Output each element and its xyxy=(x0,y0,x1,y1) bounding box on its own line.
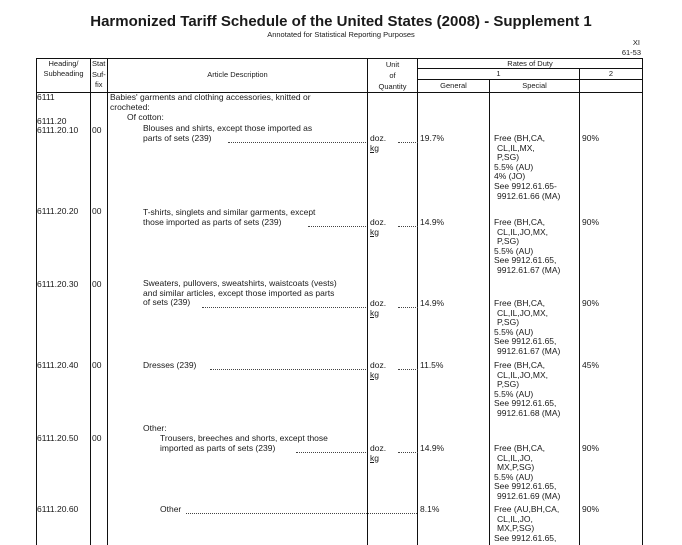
special-line: 9912.61.66 (MA) xyxy=(497,190,561,201)
special-line: P,SG) xyxy=(497,317,520,328)
heading-6111-20-40: 6111.20.40 xyxy=(37,360,79,370)
special-line: See 9912.61.65- xyxy=(494,180,557,191)
unit-line: doz. xyxy=(370,217,387,227)
column-2-rate: 90% xyxy=(582,443,600,453)
unit-of-quantity xyxy=(370,361,386,380)
leader-dots xyxy=(398,307,418,308)
header-stat-suffix xyxy=(91,59,108,91)
general-rate: 14.9% xyxy=(420,443,445,453)
heading-6111-20-60: 6111.20.60 xyxy=(37,504,79,514)
general-rate: 11.5% xyxy=(420,360,444,370)
description-other-group: Other: xyxy=(143,423,167,433)
heading-6111-20: 6111.20 xyxy=(37,116,67,126)
special-line: Free (BH,CA, xyxy=(494,443,546,453)
header-stat-line: Stat xyxy=(92,59,106,68)
header-column-1: 1 xyxy=(496,69,501,78)
description-6111-20-30 xyxy=(143,279,337,308)
heading-6111: 6111 xyxy=(37,92,55,102)
special-line: CL,IL,JO,MX, xyxy=(497,369,549,380)
special-line: CL,IL,JO,MX, xyxy=(497,307,549,318)
stat-suffix: 00 xyxy=(92,433,102,443)
header-stat-line: Suf- xyxy=(92,69,106,79)
col-border xyxy=(107,58,108,545)
unit-of-quantity xyxy=(370,299,386,318)
header-unit-of-quantity xyxy=(368,59,417,92)
special-line: P,SG) xyxy=(497,152,520,163)
special-line: Free (AU,BH,CA, xyxy=(494,504,560,514)
unit-line: kg xyxy=(370,142,379,153)
special-line: CL,IL,JO,MX, xyxy=(497,226,549,237)
description-line: imported as parts of sets (239) xyxy=(160,442,276,453)
general-rate: 8.1% xyxy=(420,504,440,514)
stat-suffix: 00 xyxy=(92,125,102,135)
leader-dots xyxy=(296,452,366,453)
description-6111-20-40: Dresses (239) xyxy=(143,360,197,370)
unit-line: kg xyxy=(370,452,379,463)
stat-suffix: 00 xyxy=(92,360,102,370)
col-border xyxy=(489,79,490,545)
special-line: 5.5% (AU) xyxy=(494,245,534,256)
description-6111-20-20 xyxy=(143,208,315,227)
leader-dots xyxy=(210,369,366,370)
special-line: 9912.61.68 (MA) xyxy=(497,407,561,418)
description-6111-20: Of cotton: xyxy=(127,112,164,122)
header-special: Special xyxy=(522,81,547,90)
unit-of-quantity xyxy=(370,134,386,153)
stat-suffix: 00 xyxy=(92,206,102,216)
special-line: Free (BH,CA, xyxy=(494,217,546,227)
chapter-number: XI xyxy=(632,38,640,47)
special-line: MX,P,SG) xyxy=(497,523,535,534)
col-border xyxy=(367,58,368,545)
special-rate xyxy=(494,505,559,543)
special-rate xyxy=(494,218,560,276)
special-line: See 9912.61.65, xyxy=(494,336,557,347)
unit-line: doz. xyxy=(370,360,387,370)
special-line: CL,IL,MX, xyxy=(497,142,535,153)
special-line: CL,IL,JO, xyxy=(497,452,533,463)
header-stat-line: fix xyxy=(95,80,103,89)
description-6111-20-50 xyxy=(160,434,328,453)
col-border xyxy=(642,58,643,545)
unit-line: doz. xyxy=(370,298,387,308)
general-rate: 14.9% xyxy=(420,298,445,308)
column-2-rate: 45% xyxy=(582,360,600,370)
leader-dots xyxy=(228,142,366,143)
header-heading-line: Heading/ xyxy=(48,59,79,68)
column-2-rate: 90% xyxy=(582,133,600,143)
leader-dots xyxy=(308,226,366,227)
unit-line: kg xyxy=(370,307,379,318)
header-unit-line: of xyxy=(389,71,396,80)
description-line: those imported as parts of sets (239) xyxy=(143,216,282,227)
description-line: Babies' garments and clothing accessories, knitted or xyxy=(110,92,311,102)
document-title: Harmonized Tariff Schedule of the United States (2008) - Supplement 1 xyxy=(90,13,592,30)
special-line: 5.5% (AU) xyxy=(494,326,534,337)
header-article-description: Article Description xyxy=(207,70,268,79)
description-line: Blouses and shirts, except those imported as xyxy=(143,123,313,133)
description-line: Sweaters, pullovers, sweatshirts, waistcoats (vests) xyxy=(143,278,337,288)
col-border xyxy=(90,58,91,545)
heading-6111-20-10: 6111.20.10 xyxy=(37,125,79,135)
heading-6111-20-30: 6111.20.30 xyxy=(37,279,79,289)
description-line: T-shirts, singlets and similar garments, except xyxy=(143,207,316,217)
header-column-2: 2 xyxy=(608,69,614,78)
column-2-rate: 90% xyxy=(582,298,600,308)
special-line: 9912.61.67 (MA) xyxy=(497,264,561,275)
special-line: CL,IL,JO, xyxy=(497,513,533,524)
description-line: crocheted: xyxy=(110,101,150,112)
column-2-rate: 90% xyxy=(582,217,600,227)
leader-dots xyxy=(202,307,366,308)
description-6111 xyxy=(110,93,311,112)
special-rate xyxy=(494,444,560,502)
special-line: Free (BH,CA, xyxy=(494,133,546,143)
column-2-rate: 90% xyxy=(582,504,600,514)
special-line: 4% (JO) xyxy=(494,171,526,182)
description-6111-20-60: Other xyxy=(160,504,182,514)
leader-dots xyxy=(398,369,418,370)
special-line: 9912.61.69 (MA) xyxy=(497,490,561,501)
description-line: parts of sets (239) xyxy=(143,132,212,143)
leader-dots xyxy=(398,226,418,227)
special-line: 5.5% (AU) xyxy=(494,388,534,399)
page-number: 61-53 xyxy=(621,48,641,57)
unit-line: doz. xyxy=(370,133,387,143)
description-line: of sets (239) xyxy=(143,297,191,308)
special-line: 5.5% (AU) xyxy=(494,471,534,482)
special-line: MX,P,SG) xyxy=(497,462,535,473)
header-general: General xyxy=(440,81,467,90)
leader-dots xyxy=(398,142,418,143)
special-line: See 9912.61.65, xyxy=(494,532,557,543)
special-rate xyxy=(494,299,560,357)
special-line: P,SG) xyxy=(497,236,520,247)
col-border xyxy=(417,58,418,545)
heading-6111-20-50: 6111.20.50 xyxy=(37,433,79,443)
header-heading xyxy=(37,59,90,78)
unit-of-quantity xyxy=(370,218,386,237)
description-6111-20-10 xyxy=(143,124,312,143)
unit-line: kg xyxy=(370,369,379,380)
special-line: P,SG) xyxy=(497,379,520,390)
special-rate xyxy=(494,361,560,419)
special-line: See 9912.61.65, xyxy=(494,398,557,409)
header-heading-line: Subheading xyxy=(43,68,84,78)
header-rates-of-duty: Rates of Duty xyxy=(507,59,553,68)
special-line: See 9912.61.65, xyxy=(494,255,557,266)
header-unit-line: Unit xyxy=(385,60,400,69)
leader-dots xyxy=(186,513,417,514)
unit-of-quantity xyxy=(370,444,386,463)
leader-dots xyxy=(398,452,418,453)
document-subtitle: Annotated for Statistical Reporting Purposes xyxy=(267,30,415,39)
special-line: 5.5% (AU) xyxy=(494,161,534,172)
col1-divider xyxy=(417,79,643,80)
stat-suffix: 00 xyxy=(92,279,102,289)
special-line: Free (BH,CA, xyxy=(494,298,546,308)
description-line: and similar articles, except those imported as parts xyxy=(143,287,335,298)
heading-6111-20-20: 6111.20.20 xyxy=(37,206,79,216)
unit-line: doz. xyxy=(370,443,387,453)
general-rate: 19.7% xyxy=(420,133,445,143)
header-unit-line: Quantity xyxy=(378,82,407,91)
special-line: Free (BH,CA, xyxy=(494,360,546,370)
special-line: 9912.61.67 (MA) xyxy=(497,345,561,356)
unit-line: kg xyxy=(370,226,379,237)
special-rate xyxy=(494,134,560,201)
special-line: See 9912.61.65, xyxy=(494,481,557,492)
col-border xyxy=(579,68,580,545)
description-line: Trousers, breeches and shorts, except those xyxy=(160,433,328,443)
general-rate: 14.9% xyxy=(420,217,445,227)
